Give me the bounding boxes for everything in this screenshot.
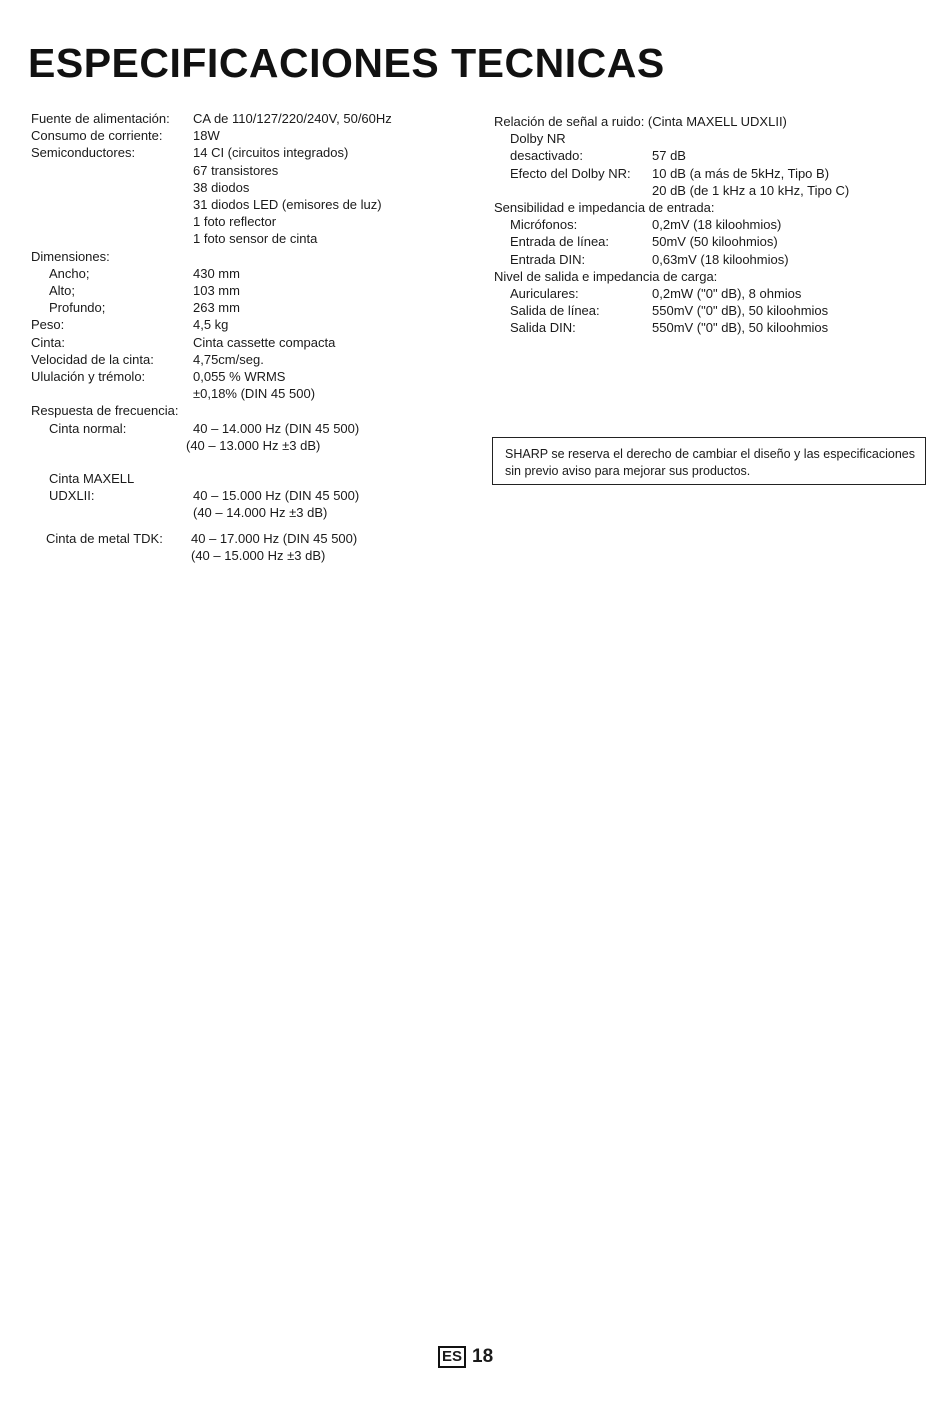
spec-value: 0,2mW ("0" dB), 8 ohmios <box>652 286 802 302</box>
spec-row-metal-tape <box>31 530 461 547</box>
spec-label: UDXLII: <box>49 488 95 504</box>
spec-heading-frequency: Respuesta de frecuencia: <box>31 403 179 419</box>
spec-value: 10 dB (a más de 5kHz, Tipo B) <box>652 165 830 181</box>
spec-row-tape <box>31 334 461 351</box>
spec-value: 550mV ("0" dB), 50 kiloohmios <box>652 320 829 336</box>
spec-heading-snr: Relación de señal a ruido: (Cinta MAXELL UDXLII) <box>494 114 787 129</box>
spec-row-width <box>31 265 461 282</box>
spec-row-power <box>31 110 461 127</box>
spec-label: Entrada de línea: <box>510 234 610 250</box>
spec-heading-sensitivity: Sensibilidad e impedancia de entrada: <box>494 200 715 216</box>
spec-row-line-in <box>494 233 914 250</box>
spec-value: 31 diodos LED (emisores de luz) <box>193 197 382 213</box>
spec-label: Cinta MAXELL <box>49 471 135 487</box>
spec-row-mic <box>494 216 914 233</box>
spec-row-dolby-off <box>494 147 914 164</box>
spec-label: Alto; <box>49 283 76 299</box>
spec-row-maxell-tape <box>31 487 461 504</box>
spec-heading-output: Nivel de salida e impedancia de carga: <box>494 268 718 284</box>
spec-value: 103 mm <box>193 283 240 299</box>
spec-label: Salida DIN: <box>510 320 576 336</box>
spec-heading-dimensions: Dimensiones: <box>31 248 110 264</box>
spec-value: 18W <box>193 128 220 144</box>
spec-label: Cinta de metal TDK: <box>46 530 163 546</box>
spec-row-dolby-effect <box>494 182 914 199</box>
spec-row-normal-tape <box>31 437 461 454</box>
spec-value: (40 – 13.000 Hz ±3 dB) <box>186 437 321 453</box>
spec-value: 20 dB (de 1 kHz a 10 kHz, Tipo C) <box>652 182 850 198</box>
specs-left-column <box>31 110 461 564</box>
spec-label: Micrófonos: <box>510 217 578 233</box>
spec-value: 1 foto reflector <box>193 214 277 230</box>
spec-label: Consumo de corriente: <box>31 128 163 144</box>
spec-value: ±0,18% (DIN 45 500) <box>193 386 316 402</box>
spec-row-dolby-effect <box>494 165 914 182</box>
spec-row-wow <box>31 368 461 385</box>
spec-label: Ululación y trémolo: <box>31 369 146 385</box>
spec-label: Auriculares: <box>510 286 579 302</box>
spec-value: 1 foto sensor de cinta <box>193 231 318 247</box>
spec-row-consumption <box>31 127 461 144</box>
spec-label: Semiconductores: <box>31 145 136 161</box>
spec-label: Salida de línea: <box>510 303 600 319</box>
spec-value: 14 CI (circuitos integrados) <box>193 145 349 161</box>
page-footer <box>438 1346 493 1368</box>
spec-row-line-out <box>494 302 914 319</box>
spec-value: 0,2mV (18 kiloohmios) <box>652 217 782 233</box>
spec-value: 40 – 14.000 Hz (DIN 45 500) <box>193 420 360 436</box>
spec-value: 38 diodos <box>193 179 250 195</box>
spec-row-wow <box>31 385 461 402</box>
spec-row-semiconductors <box>31 179 461 196</box>
spec-row-speed <box>31 351 461 368</box>
spec-value: 4,75cm/seg. <box>193 351 264 367</box>
spec-row-normal-tape <box>31 420 461 437</box>
spec-row-height <box>31 282 461 299</box>
spec-value: 430 mm <box>193 265 240 281</box>
spec-value: 0,63mV (18 kiloohmios) <box>652 251 789 267</box>
spec-heading-dolby: Dolby NR <box>510 131 566 147</box>
spec-value: 67 transistores <box>193 162 279 178</box>
spec-row-semiconductors <box>31 230 461 247</box>
spec-label: Ancho; <box>49 265 90 281</box>
spec-label: desactivado: <box>510 148 583 164</box>
spec-label: Cinta normal: <box>49 420 127 436</box>
spec-row-semiconductors <box>31 213 461 230</box>
spec-label: Fuente de alimentación: <box>31 111 170 126</box>
spec-row-maxell-tape <box>31 470 461 487</box>
notice-box: SHARP se reserva el derecho de cambiar el diseño y las especificaciones sin previo aviso para mejorar sus productos. <box>492 437 926 485</box>
spec-row-din-out <box>494 319 914 336</box>
spec-value: 40 – 15.000 Hz (DIN 45 500) <box>193 488 360 504</box>
spec-label: Cinta: <box>31 334 65 350</box>
spec-row-semiconductors <box>31 162 461 179</box>
spec-label: Entrada DIN: <box>510 251 586 267</box>
spec-value: 263 mm <box>193 300 240 316</box>
spec-label: Profundo; <box>49 300 106 316</box>
spec-value: 0,055 % WRMS <box>193 369 286 385</box>
spec-value: Cinta cassette compacta <box>193 334 336 350</box>
spec-row-maxell-tape <box>31 504 461 521</box>
spec-row-depth <box>31 299 461 316</box>
specs-right-column <box>494 113 914 337</box>
spec-label: Velocidad de la cinta: <box>31 351 154 367</box>
spec-value: 550mV ("0" dB), 50 kiloohmios <box>652 303 829 319</box>
spec-row-metal-tape <box>31 547 461 564</box>
page-number: 18 <box>472 1346 494 1367</box>
spec-value: 4,5 kg <box>193 317 229 333</box>
spec-value: 50mV (50 kiloohmios) <box>652 234 778 250</box>
spec-label: Efecto del Dolby NR: <box>510 165 631 181</box>
spec-label: Peso: <box>31 317 65 333</box>
spec-row-semiconductors <box>31 196 461 213</box>
spec-row-semiconductors <box>31 144 461 161</box>
spec-value: CA de 110/127/220/240V, 50/60Hz <box>193 111 392 126</box>
language-badge: ES <box>438 1346 466 1368</box>
page-title: ESPECIFICACIONES TECNICAS <box>28 40 665 86</box>
spec-row-din-in <box>494 251 914 268</box>
spec-row-phones <box>494 285 914 302</box>
spec-value: (40 – 15.000 Hz ±3 dB) <box>191 547 326 563</box>
spec-value: 57 dB <box>652 148 686 164</box>
spec-value: 40 – 17.000 Hz (DIN 45 500) <box>191 530 358 546</box>
spec-value: (40 – 14.000 Hz ±3 dB) <box>193 505 328 521</box>
spec-row-weight <box>31 316 461 333</box>
